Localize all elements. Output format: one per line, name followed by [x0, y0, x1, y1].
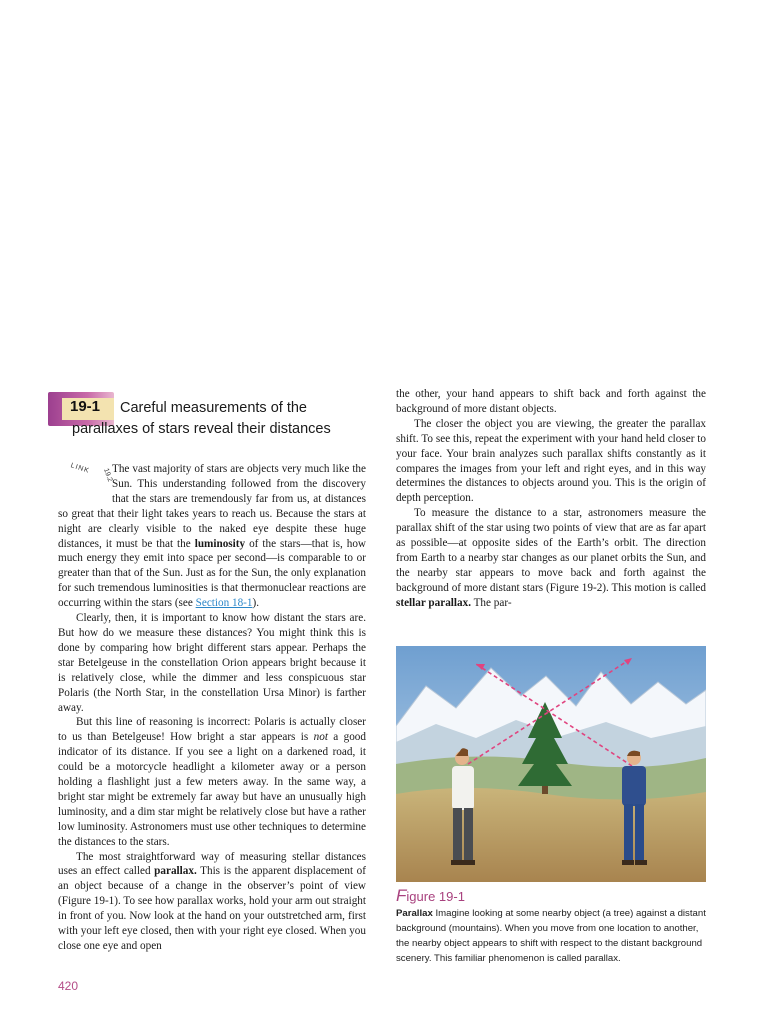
page-number: 420: [58, 979, 79, 993]
caption-text: Imagine looking at some nearby object (a tree) against a distant background (mountains). When you move from one location to another, the nearby object appears to shift with respect to the distant background scenery. This familiar phenomenon is called parallax.: [396, 908, 706, 964]
figure-label-initial: F: [396, 886, 407, 905]
foreground-ground: [396, 788, 706, 882]
right-paragraph-2: The closer the object you are viewing, the greater the parallax shift. To see this, repeat the experiment with your hand held closer to your face. Your brain analyzes such parallax shifts constantly as it compares the images from your left and right eyes, and in this way determines the distances to objects around you. This is the origin of depth perception.: [396, 417, 706, 505]
figure-label-rest: igure 19-1: [406, 889, 465, 904]
term-parallax: parallax.: [154, 865, 197, 878]
section-heading: [48, 392, 368, 452]
figure-caption: [396, 906, 708, 966]
right-paragraph-1: the other, your hand appears to shift back and forth against the background of more distant objects.: [396, 388, 706, 415]
parallax-scene: [396, 646, 706, 882]
figure-label: [396, 886, 465, 906]
right-paragraph-3: [396, 506, 706, 610]
left-p4-text-a: The most straightforward way of measuring stellar distances uses an effect called: [58, 850, 366, 878]
left-p1-text-c: ).: [252, 597, 260, 610]
figure-illustration: [396, 646, 706, 882]
left-p1-text-a: The vast majority of stars are objects very much like the Sun. This understanding followed from the discovery that the stars are tremendously far from us, at distances so great that their light takes years to reach us. Because the stars at night are clearly visible to the naked eye despite these huge distances, it must be that the: [58, 463, 366, 550]
term-stellar-parallax: stellar parallax.: [396, 596, 471, 609]
right-p3-text-b: The par-: [471, 596, 512, 609]
link-marker[interactable]: [58, 462, 112, 492]
section-title-line2: parallaxes of stars reveal their distances: [72, 421, 331, 437]
section-number: 19-1: [70, 398, 101, 415]
emphasis-not: not: [313, 731, 328, 744]
section-link[interactable]: Section 18-1: [195, 597, 253, 610]
right-column: [396, 387, 706, 611]
left-paragraph-1: [58, 462, 366, 611]
left-paragraph-2: Clearly, then, it is important to know how distant the stars are. But how do we measure these distances? You might think this is done by comparing how bright different stars appear. Perhaps the star Betelgeuse in the constellation Orion appears bright because it is relatively close, while the dimmer and less conspicuous star Polaris (the North Star, in the constellation Ursa Minor) is farther away.: [58, 612, 366, 714]
section-title-line1: Careful measurements of the: [120, 400, 307, 416]
link-tag: LINK: [69, 462, 91, 475]
left-p3-text-a: But this line of reasoning is incorrect: Polaris is actually closer to us than Betelgeuse! How bright a star appears is: [58, 716, 366, 744]
caption-term: Parallax: [396, 908, 433, 919]
left-paragraph-4: [58, 850, 366, 954]
left-p3-text-b: a good indicator of its distance. If you see a light on a darkened road, it could be a motorcycle headlight a kilometer away or a person holding a flashlight just a few meters away. In the same way, a bright star might be extremely far away but have an unusually high luminosity, and a dim star might be relatively close but have a rather low luminosity. Astronomers must use other techniques to determine the distances to the stars.: [58, 731, 366, 848]
left-p4-text-b: This is the apparent displacement of an object because of a change in the observer’s point of view (Figure 19-1). To see how parallax works, hold your arm out straight in front of you. Now look at the hand on your outstretched arm, first with your left eye closed, then with your right eye closed. When you close one eye and open: [58, 865, 366, 952]
left-column: [58, 462, 366, 954]
link-number: 19.2: [102, 467, 114, 483]
left-p1-text-b: of the stars—that is, how much energy they emit into space per second—is comparable to or greater than that of the Sun. Just as for the Sun, the only explanation for such tremendous luminosities is that thermonuclear reactions are occurring within the stars (see: [58, 537, 366, 610]
left-paragraph-3: [58, 715, 366, 849]
term-luminosity: luminosity: [194, 537, 246, 550]
right-p3-text-a: To measure the distance to a star, astronomers measure the parallax shift of the star using two points of view that are as far apart as possible—at opposite sides of the Earth’s orbit. The direction from Earth to a nearby star changes as our planet orbits the Sun, and the nearby star appears to move back and forth against the background of more distant stars (Figure 19-2). This motion is called: [396, 507, 706, 594]
